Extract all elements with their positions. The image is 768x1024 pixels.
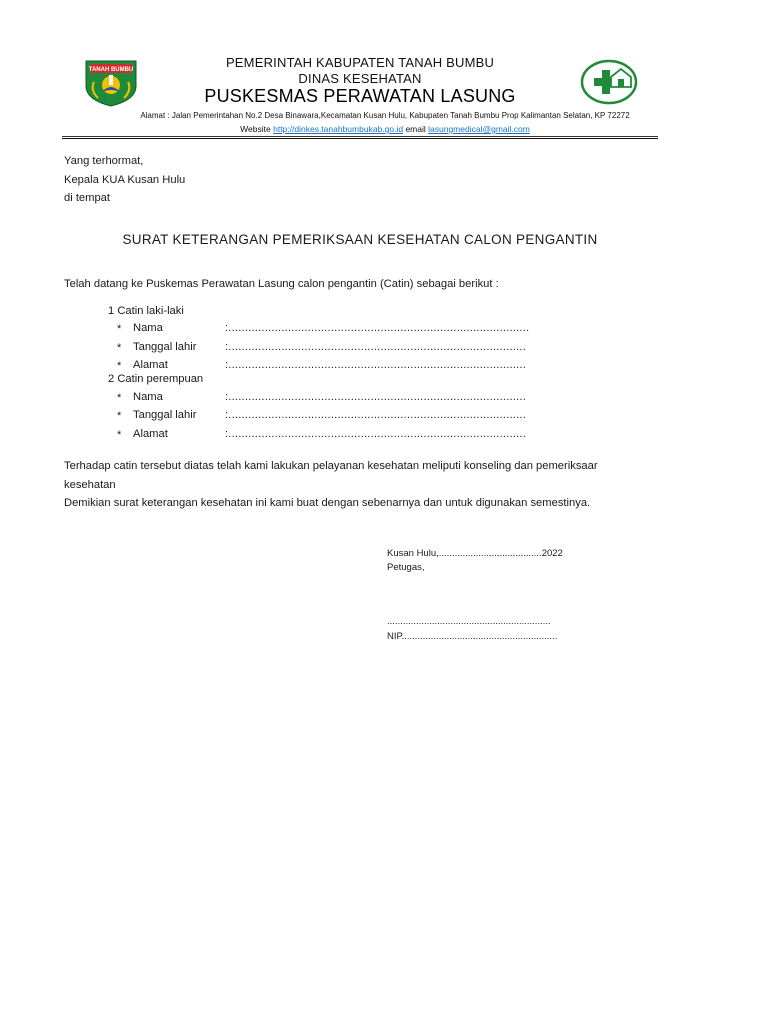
recipient-name: Kepala KUA Kusan Hulu bbox=[64, 174, 186, 186]
bride-name-field[interactable]: :.......................................................................................... bbox=[225, 391, 527, 403]
field-label: Tanggal lahir bbox=[133, 341, 197, 353]
government-line: PEMERINTAH KABUPATEN TANAH BUMBU bbox=[225, 55, 495, 70]
kabupaten-tanah-bumbu-logo bbox=[82, 58, 140, 108]
email-link[interactable]: lasungmedical@gmail.com bbox=[428, 124, 530, 134]
recipient-greeting: Yang terhormat, bbox=[64, 155, 144, 167]
section-bride-heading: 2 Catin perempuan bbox=[108, 373, 204, 385]
bullet-star: * bbox=[117, 429, 122, 441]
field-label: Nama bbox=[133, 391, 163, 403]
field-label: Alamat bbox=[133, 359, 168, 371]
closing-statement: Demikian surat keterangan kesehatan ini kami buat dengan sebenarnya dan untuk digunakan semestinya. bbox=[64, 497, 591, 509]
department-line: DINAS KESEHATAN bbox=[298, 71, 422, 86]
address-line: Alamat : Jalan Pemerintahan No.2 Desa Binawara,Kecamatan Kusan Hulu, Kabupaten Tanah Bumbu Prop Kalimantan Selatan, KP 72272 bbox=[140, 111, 630, 120]
groom-name-field[interactable]: :........................................................................................... bbox=[225, 322, 530, 334]
groom-birthdate-field[interactable]: :.......................................................................................... bbox=[225, 341, 527, 353]
intro-paragraph: Telah datang ke Puskemas Perawatan Lasung calon pengantin (Catin) sebagai berikut : bbox=[64, 278, 499, 290]
closing-paragraph-line1: Terhadap catin tersebut diatas telah kami lakukan pelayanan kesehatan meliputi konseling dan pemeriksaar bbox=[64, 460, 598, 472]
bride-address-field[interactable]: :.......................................................................................... bbox=[225, 428, 527, 440]
signature-nip-line: NIP........................................................... bbox=[387, 631, 558, 642]
bullet-star: * bbox=[117, 410, 122, 422]
recipient-location: di tempat bbox=[64, 192, 111, 204]
signature-place-date: Kusan Hulu,.......................................2022 bbox=[387, 548, 563, 559]
field-label: Alamat bbox=[133, 428, 168, 440]
letterhead-divider-thick bbox=[62, 138, 658, 139]
section-groom-heading: 1 Catin laki-laki bbox=[108, 305, 184, 317]
document-title: SURAT KETERANGAN PEMERIKSAAN KESEHATAN CALON PENGANTIN bbox=[122, 232, 598, 247]
groom-address-field[interactable]: :.......................................................................................... bbox=[225, 359, 527, 371]
email-label: email bbox=[405, 124, 426, 134]
bullet-star: * bbox=[117, 342, 122, 354]
bullet-star: * bbox=[117, 360, 122, 372]
website-label: Website bbox=[240, 124, 271, 134]
svg-text:TANAH BUMBU: TANAH BUMBU bbox=[88, 67, 134, 73]
website-link[interactable]: http://dinkes.tanahbumbukab.go.id bbox=[273, 124, 404, 134]
bride-birthdate-field[interactable]: :.......................................................................................... bbox=[225, 409, 527, 421]
signature-role: Petugas, bbox=[387, 562, 425, 573]
bullet-star: * bbox=[117, 392, 122, 404]
signature-name-line: .............................................................. bbox=[387, 616, 551, 627]
closing-paragraph-line2: kesehatan bbox=[64, 479, 116, 491]
letterhead-divider-thin bbox=[62, 136, 658, 137]
bullet-star: * bbox=[117, 323, 122, 335]
contact-line bbox=[40, 124, 730, 134]
organization-name: PUSKESMAS PERAWATAN LASUNG bbox=[204, 86, 516, 106]
puskesmas-logo bbox=[580, 59, 638, 105]
field-label: Tanggal lahir bbox=[133, 409, 197, 421]
field-label: Nama bbox=[133, 322, 163, 334]
